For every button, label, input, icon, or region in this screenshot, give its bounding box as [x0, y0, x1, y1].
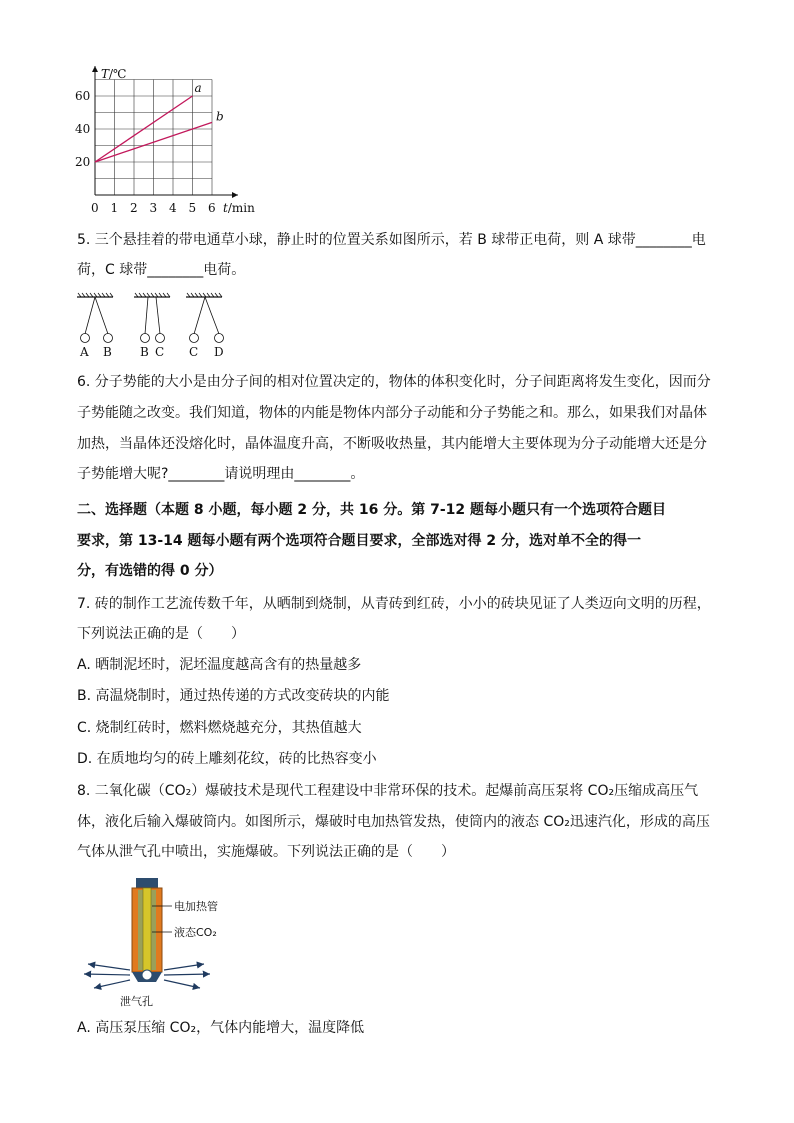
q6-line1: 6. 分子势能的大小是由分子间的相对位置决定的，物体的体积变化时，分子间距离将发生变化，因而分 [77, 374, 711, 390]
section2-heading-line1: 二、选择题（本题 8 小题，每小题 2 分，共 16 分。第 7-12 题每小题只有一个选项符合题目 [77, 502, 666, 518]
label-heater: 电加热管 [174, 900, 218, 913]
ball-label-d: D [214, 345, 224, 359]
y-tick-label: 60 [75, 89, 91, 103]
q7-option-b: B. 高温烧制时，通过热传递的方式改变砖块的内能 [77, 688, 390, 704]
ball-label-c: C [155, 345, 165, 359]
x-tick-label: 3 [149, 201, 158, 215]
q7-option-d: D. 在质地均匀的砖上雕刻花纹，砖的比热容变小 [77, 751, 377, 767]
x-axis-unit: /min [227, 201, 255, 215]
q7-line2: 下列说法正确的是（ ） [77, 626, 245, 642]
q5-line1: 5. 三个悬挂着的带电通草小球，静止时的位置关系如图所示，若 B 球带正电荷，则 A 球带________电 [77, 232, 706, 248]
label-vent: 泄气孔 [120, 995, 153, 1008]
x-tick-label: 4 [169, 201, 177, 215]
y-axis-label: T [101, 67, 110, 81]
label-liquid-co2: 液态CO₂ [174, 926, 217, 939]
line-a-label: a [194, 81, 202, 95]
section2-heading-line3: 分，有选错的得 0 分） [77, 563, 223, 579]
co2-blasting-tube-figure [76, 874, 256, 1009]
charged-balls-figure [70, 290, 240, 362]
q8-line1: 8. 二氧化碳（CO₂）爆破技术是现代工程建设中非常环保的技术。起爆前高压泵将 CO₂压缩成高压气 [77, 783, 699, 799]
x-tick-label: 5 [188, 201, 197, 215]
ball-label-b: B [103, 345, 112, 359]
ball-label-b2: B [140, 345, 149, 359]
heater-rod [143, 888, 151, 974]
svg-text:t/min [223, 201, 255, 215]
q7-option-a: A. 晒制泥坯时，泥坯温度越高含有的热量越多 [77, 657, 362, 673]
q5-line2: 荷，C 球带________电荷。 [77, 262, 246, 278]
q6-line2: 子势能随之改变。我们知道，物体的内能是物体内部分子动能和分子势能之和。那么，如果我们对晶体 [77, 405, 707, 421]
q7-option-c: C. 烧制红砖时，燃料燃烧越充分，其热值越大 [77, 720, 362, 736]
y-tick-label: 40 [75, 122, 91, 136]
ball-label-a: A [80, 345, 89, 359]
y-tick-label: 20 [75, 155, 91, 169]
q8-option-a: A. 高压泵压缩 CO₂，气体内能增大，温度降低 [77, 1020, 365, 1036]
graph-grid [95, 80, 212, 196]
x-tick-label: 1 [110, 201, 119, 215]
x-tick-label: 2 [130, 201, 138, 215]
temperature-time-graph [70, 60, 290, 220]
ball-pair-ab [77, 293, 113, 359]
q8-line2: 体，液化后输入爆破筒内。如图所示，爆破时电加热管发热，使筒内的液态 CO₂迅速汽化，形成的高压 [77, 814, 710, 830]
ball-pair-bc [134, 293, 170, 359]
y-axis-unit: /℃ [109, 67, 127, 81]
q8-line3: 气体从泄气孔中喷出，实施爆破。下列说法正确的是（ ） [77, 844, 455, 860]
line-b-label: b [216, 109, 224, 124]
ball-label-c2: C [189, 345, 199, 359]
q6-line4: 子势能增大呢?________请说明理由________。 [77, 466, 365, 482]
x-tick-label: 6 [208, 201, 216, 215]
x-tick-label: 0 [91, 201, 99, 215]
svg-text:T/℃ [101, 67, 126, 81]
section2-heading-line2: 要求，第 13-14 题每小题有两个选项符合题目要求，全部选对得 2 分，选对单不全的得一 [77, 533, 642, 549]
x-axis-label: t [223, 201, 228, 215]
q6-line3: 加热，当晶体还没熔化时，晶体温度升高，不断吸收热量，其内能增大主要体现为分子动能增大还是分 [77, 436, 707, 452]
q7-line1: 7. 砖的制作工艺流传数千年，从晒制到烧制，从青砖到红砖，小小的砖块见证了人类迈向文明的历程， [77, 596, 711, 612]
ball-pair-cd [186, 293, 224, 359]
